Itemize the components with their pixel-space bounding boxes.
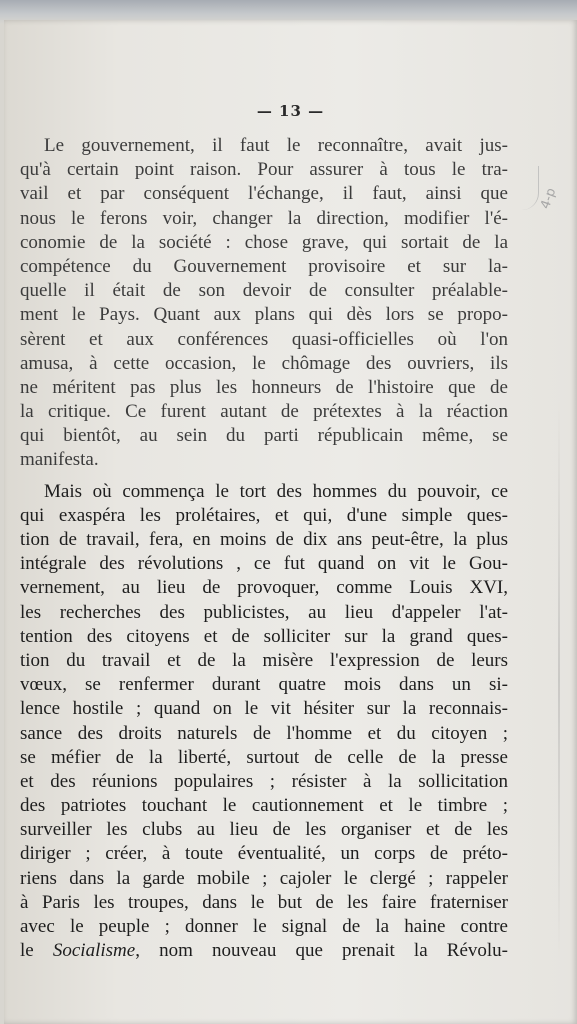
text-line: lence hostile ; quand on le vit hésiter sur la reconnais- xyxy=(20,698,508,720)
text-line: à Paris les troupes, dans le but de les faire fraterniser xyxy=(20,891,508,913)
text-line: compétence du Gouvernement provisoire et sur la- xyxy=(20,255,508,277)
text-line: conomie de la société : chose grave, qui sortait de la xyxy=(20,231,508,253)
text-line: des patriotes touchant le cautionnement et le timbre ; xyxy=(20,795,508,817)
pencil-mark xyxy=(522,166,539,210)
page-number: — 13 — xyxy=(256,102,325,120)
text-line: vail et par conséquent l'échange, il faut, ainsi que xyxy=(20,183,508,205)
text-line: amusa, à cette occasion, le chômage des ouvriers, ils xyxy=(20,352,508,374)
text-line: sance des droits naturels de l'homme et du citoyen ; xyxy=(20,722,508,744)
italic-word: Socialisme xyxy=(52,940,136,962)
text-line: Mais où commença le tort des hommes du pouvoir, ce xyxy=(44,480,508,502)
text-line: riens dans la garde mobile ; cajoler le clergé ; rappeler xyxy=(20,867,508,889)
text-line: nous le ferons voir, changer la direction, modifier l'é- xyxy=(20,207,508,229)
text-line: se méfier de la liberté, surtout de celle de la presse xyxy=(20,746,508,768)
text-fragment: le xyxy=(20,940,53,962)
text-line: et des réunions populaires ; résister à la sollicitation xyxy=(20,770,508,792)
text-line: tion du travail et de la misère l'expression de leurs xyxy=(20,649,508,671)
text-line: sèrent et aux conférences quasi-officielles où l'on xyxy=(20,328,508,350)
body-text xyxy=(20,134,508,970)
text-line: tention des citoyens et de solliciter sur la grand ques- xyxy=(20,625,508,647)
text-line: surveiller les clubs au lieu de les organiser et de les xyxy=(20,819,508,841)
text-line: qui exaspéra les prolétaires, et qui, d'une simple ques- xyxy=(20,504,508,526)
text-fragment: , nom nouveau que prenait la Révolu- xyxy=(135,940,508,962)
text-line: tion de travail, fera, en moins de dix ans peut-être, la plus xyxy=(20,529,508,550)
text-line: les recherches des publicistes, au lieu d'appeler l'at- xyxy=(20,601,508,623)
paragraph-2 xyxy=(20,480,508,964)
text-line: quelle il était de son devoir de consulter préalable- xyxy=(20,280,508,302)
text-line: manifesta. xyxy=(20,449,99,471)
text-line: vernement, au lieu de provoquer, comme Louis XVI, xyxy=(20,577,508,599)
margin-note: 4-p xyxy=(538,186,560,212)
text-line: ne méritent pas plus les honneurs de l'histoire que de xyxy=(20,376,508,398)
text-line: la critique. Ce furent autant de prétextes à la réaction xyxy=(20,401,508,423)
text-line: qui bientôt, au sein du parti républicain même, se xyxy=(20,425,508,447)
text-line: diriger ; créer, à toute éventualité, un corps de préto- xyxy=(20,843,508,865)
text-line: intégrale des révolutions , ce fut quand on vit le Gou- xyxy=(20,553,508,575)
text-line: Le gouvernement, il faut le reconnaître, avait jus- xyxy=(44,135,508,156)
text-line-last xyxy=(20,939,508,963)
text-line: vœux, se renfermer durant quatre mois dans un si- xyxy=(20,674,508,696)
paragraph-1 xyxy=(20,134,508,473)
text-line: qu'à certain point raison. Pour assurer à tous le tra- xyxy=(20,159,508,181)
book-page xyxy=(4,20,577,1024)
text-line: ment le Pays. Quant aux plans qui dès lors se propo- xyxy=(20,304,508,326)
pencil-margin-line xyxy=(558,400,560,960)
text-line: avec le peuple ; donner le signal de la haine contre xyxy=(20,916,508,937)
